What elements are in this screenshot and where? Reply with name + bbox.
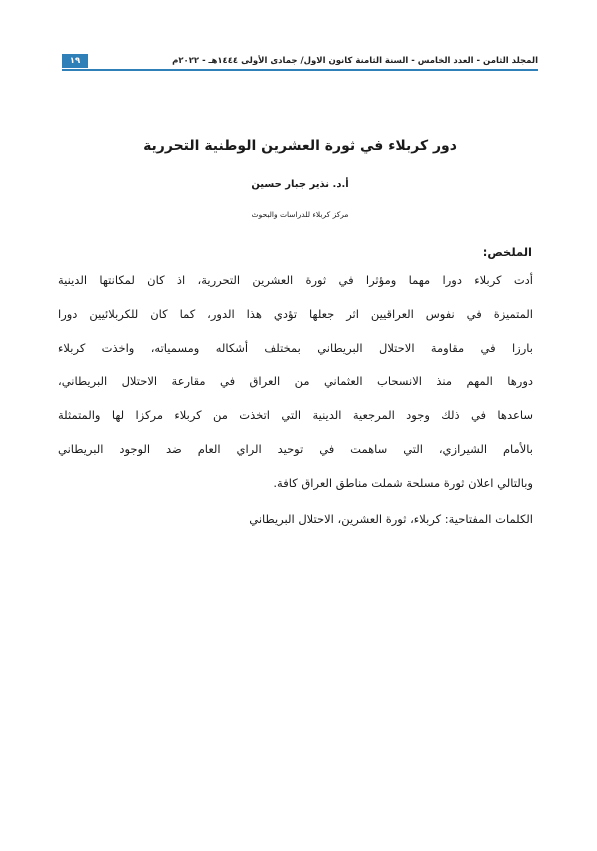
abstract-line: وبالتالي اعلان ثورة مسلحة شملت مناطق العراق كافة. [273,476,533,490]
abstract-line: دورها المهم منذ الانسحاب العثماني من العراق في مقارعة الاحتلال البريطاني، [58,374,533,388]
keywords-line: الكلمات المفتاحية: كربلاء، ثورة العشرين، الاحتلال البريطاني [249,512,533,526]
article-title: دور كربلاء في ثورة العشرين الوطنية التحررية [143,138,457,154]
author-affiliation: مركز كربلاء للدراسات والبحوث [251,210,349,219]
author-name: أ.د. نذير جبار حسين [251,179,349,190]
abstract-heading: الملخص: [482,245,532,259]
abstract-line: ساعدها في ذلك وجود المرجعية الدينية التي اتخذت من كربلاء مركزا لها والمتمثلة [58,408,533,422]
abstract-line: بارزا في مقاومة الاحتلال البريطاني بمختلف أشكاله ومسمياته، واخذت كربلاء [58,341,533,355]
header-divider [62,69,538,71]
abstract-line: أدت كربلاء دورا مهما ومؤثرا في ثورة العشرين التحررية، اذ كان لمكانتها الدينية [58,273,533,287]
page-number-badge: ١٩ [62,54,88,68]
running-head-text: المجلد الثامن - العدد الخامس - السنة الثامنة كانون الاول/ جمادى الأولى ١٤٤٤هـ - ٢٠٢٢م [172,56,538,66]
abstract-line: بالأمام الشيرازي، التي ساهمت في توحيد الراي العام ضد الوجود البريطاني [58,442,533,456]
running-header [62,54,538,72]
abstract-line: المتميزة في نفوس العراقيين اثر جعلها تؤدي هذا الدور، كما كان للكربلائيين دورا [58,307,533,321]
